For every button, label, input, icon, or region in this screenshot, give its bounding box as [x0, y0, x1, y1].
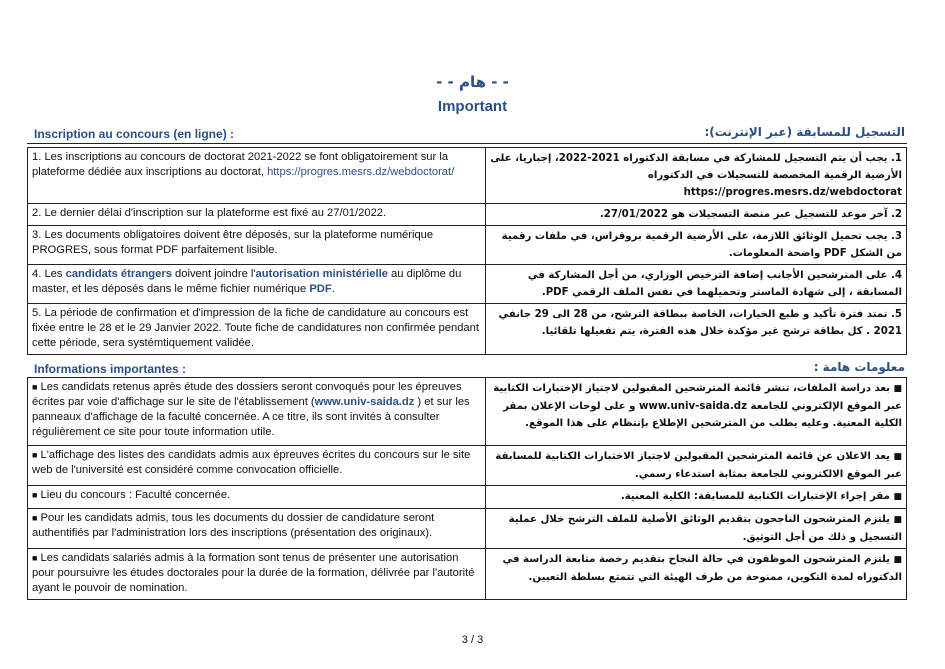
- table-row: [28, 148, 907, 204]
- bullet-square-icon: ■: [893, 452, 902, 462]
- section2-fr-title: Informations importantes :: [34, 362, 187, 376]
- fr-cell: 4. Les candidats étrangers doivent joindre l'autorisation ministérielle au diplôme du master, et les déposés dans le même fichier numérique PDF.: [28, 265, 486, 304]
- fr-cell: ■ Les candidats retenus après étude des dossiers seront convoqués pour les épreuves écrites par voie d'affichage sur le site de l'établissement (www.univ-saida.dz ) et sur les panneaux d'affichage de la faculté concernée. A ce titre, ils sont invités à consulter régulièrement ce site pour toute information utile.: [28, 378, 486, 446]
- ar-cell: ■ يلتزم المترشحون الموظفون في حالة النجاح بتقديم رخصة متابعة الدراسة في الدكتوراه لمدة التكوين، ممنوحة من طرف الهيئة التي تتمتع بسلطة التعيين.: [486, 549, 907, 600]
- ar-cell: 5. تمتد فترة تأكيد و طبع الخيارات، الخاصة ببطاقة الترشح، من 28 الى 29 جانفي 2021 . كل بطاقة ترشح غير مؤكدة خلال هذه الفترة، يتم تفعيلها تلقائيا.: [486, 304, 907, 355]
- bullet-square-icon: ■: [893, 515, 902, 525]
- table-row: [28, 446, 907, 486]
- table-row: [28, 204, 907, 226]
- table-row: [28, 549, 907, 600]
- fr-cell: 2. Le dernier délai d'inscription sur la plateforme est fixé au 27/01/2022.: [28, 204, 486, 226]
- page-number: 3 / 3: [461, 634, 484, 646]
- table-row: [28, 378, 907, 446]
- fr-cell: ■ Lieu du concours : Faculté concernée.: [28, 486, 486, 509]
- ar-cell: ■ مقر إجراء الإختبارات الكتابية للمسابقة: الكلية المعنية.: [486, 486, 907, 509]
- ar-cell: ■ يلتزم المترشحون الناجحون بتقديم الوثائق الأصلية للملف الترشح خلال عملية التسجيل و ذلك من أجل التوثيق.: [486, 509, 907, 549]
- bullet-square-icon: ■: [32, 382, 38, 392]
- ar-cell: 3. يجب تحميل الوثائق اللازمة، على الأرضية الرقمية بروقراس، في ملفات رقمية من الشكل PDF واضحة المعلومات.: [486, 226, 907, 265]
- bullet-square-icon: ■: [32, 450, 38, 460]
- table-row: [28, 265, 907, 304]
- ar-cell: 1. يجب أن يتم التسجيل للمشاركة في مسابقة الدكتوراه 2021-2022، إجباريا، على الأرضية الرقمية المخصصة للتسجيلات في الدكتوراه https://progres.mesrs.dz/webdoctorat: [486, 148, 907, 204]
- information-table: [27, 377, 907, 600]
- ar-cell: 4. على المترشحين الأجانب إضافة الترخيص الوزاري، من أجل المشاركة في المسابقة ، إلى شهادة الماستر وتحميلهما في نفس الملف الرقمي PDF.: [486, 265, 907, 304]
- fr-cell: ■ L'affichage des listes des candidats admis aux épreuves écrites du concours sur le site web de l'université est considéré comme convocation officielle.: [28, 446, 486, 486]
- section1-divider: [27, 143, 907, 144]
- univ-saida-link[interactable]: www.univ-saida.dz: [314, 396, 415, 408]
- table-row: [28, 304, 907, 355]
- ar-cell: ■ بعد دراسة الملفات، تنشر قائمة المترشحين المقبولين لاجتياز الإختبارات الكتابية عبر الموقع الإلكتروني للجامعة www.univ-saida.dz و على لوحات الإعلان بمقر الكلية المعنية. وعليه يطلب من المترشحين الإطلاع بإنتظام على هذا الموقع.: [486, 378, 907, 446]
- fr-cell: 3. Les documents obligatoires doivent être déposés, sur la plateforme numérique PROGRES, sous format PDF parfaitement lisible.: [28, 226, 486, 265]
- fr-cell: 1. Les inscriptions au concours de doctorat 2021-2022 se font obligatoirement sur la plateforme dédiée aux inscriptions au doctorat, https://progres.mesrs.dz/webdoctorat/: [28, 148, 486, 204]
- fr-cell: 5. La période de confirmation et d'impression de la fiche de candidature au concours est fixée entre le 28 et le 29 Janvier 2022. Toute fiche de candidatures non confirmée pendant cette période, sera systémtiquement validée.: [28, 304, 486, 355]
- bullet-square-icon: ■: [32, 553, 38, 563]
- arabic-heading: - - هام - -: [436, 73, 509, 91]
- french-heading: Important: [437, 98, 508, 115]
- webdoctorat-link[interactable]: https://progres.mesrs.dz/webdoctorat/: [267, 166, 455, 178]
- bullet-square-icon: ■: [32, 490, 38, 500]
- section1-ar-title: التسجيل للمسابقة (عبر الإنترنت):: [704, 125, 905, 139]
- section1-fr-title: Inscription au concours (en ligne) :: [34, 127, 235, 141]
- bullet-square-icon: ■: [893, 492, 902, 502]
- table-row: [28, 486, 907, 509]
- bullet-square-icon: ■: [893, 555, 902, 565]
- table-row: [28, 226, 907, 265]
- section2-ar-title: معلومات هامة :: [813, 360, 905, 374]
- fr-cell: ■ Les candidats salariés admis à la formation sont tenus de présenter une autorisation pour poursuivre les études doctorales pour la durée de la formation, délivrée par l'autorité ayant le pouvoir de nomination.: [28, 549, 486, 600]
- bullet-square-icon: ■: [893, 384, 902, 394]
- registration-table: [27, 147, 907, 355]
- table-row: [28, 509, 907, 549]
- bullet-square-icon: ■: [32, 513, 38, 523]
- fr-cell: ■ Pour les candidats admis, tous les documents du dossier de candidature seront authentifiés par l'administration lors des inscriptions (présentation des originaux).: [28, 509, 486, 549]
- ar-cell: 2. آخر موعد للتسجيل عبر منصة التسجيلات هو 27/01/2022.: [486, 204, 907, 226]
- ar-cell: ■ يعد الاعلان عن قائمة المترشحين المقبولين لاجتياز الاختبارات الكتابية للمسابقة عبر الموقع الالكتروني للجامعة بمثابة استدعاء رسمي.: [486, 446, 907, 486]
